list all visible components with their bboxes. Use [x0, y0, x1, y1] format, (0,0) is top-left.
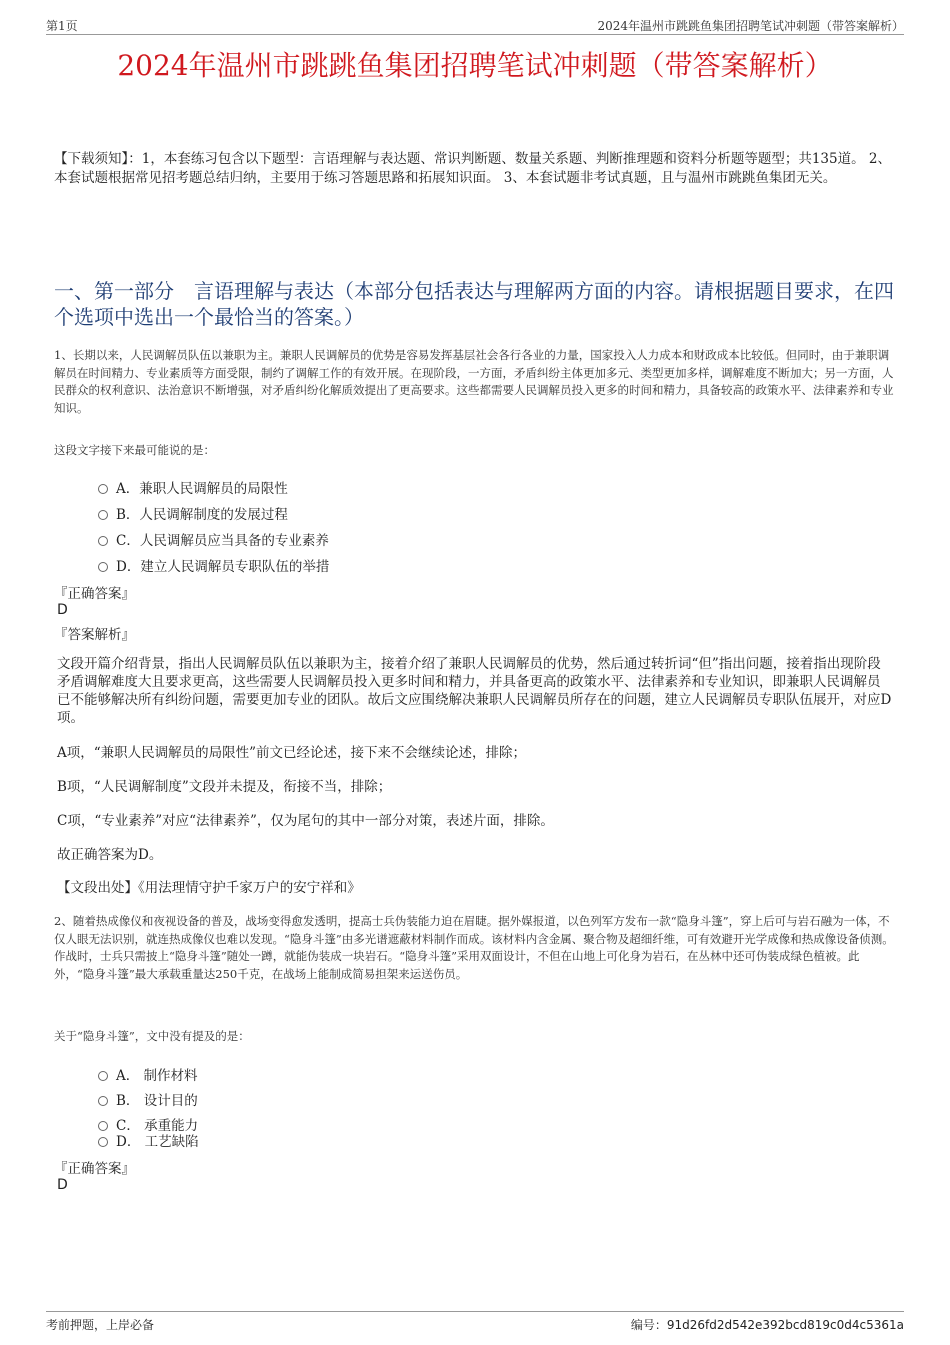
- question-1-prompt: 这段文字接下来最可能说的是：: [54, 443, 215, 457]
- q1-answer: D: [57, 602, 68, 618]
- q2-answer-label: 『正确答案』: [54, 1161, 135, 1177]
- header-doc-title: 2024年温州市跳跳鱼集团招聘笔试冲刺题（带答案解析）: [597, 19, 904, 33]
- q1-analysis: 文段开篇介绍背景，指出人民调解员队伍以兼职为主，接着介绍了兼职人民调解员的优势，然后通过转折词“但”指出问题，接着指出现阶段矛盾调解难度大且要求更高，这些需要人民调解员投入更多时间和精力，并具备更高的政策水平、法律素养和专业知识，即兼职人民调解员已不能够解决所有纠纷问题，需要更加专业的团队。故后文应围绕解决兼职人民调解员所存在的问题，建立人民调解员专职队伍展开，对应D项。: [57, 656, 892, 726]
- q1-note-b: B项，“人民调解制度”文段并未提及，衔接不当，排除；: [57, 779, 392, 795]
- document-code: 编号：91d26fd2d542e392bcd819c0d4c5361a: [630, 1318, 904, 1332]
- q1-source: 【文段出处】《用法理情守护千家万户的安宁祥和》: [57, 880, 361, 896]
- q2-option-a[interactable]: A． 制作材料: [98, 1064, 198, 1084]
- page-header: [46, 14, 904, 35]
- q2-option-d[interactable]: D． 工艺缺陷: [98, 1130, 199, 1150]
- question-2-prompt: 关于“隐身斗篷”，文中没有提及的是：: [54, 1029, 250, 1043]
- section-heading: 一、第一部分 言语理解与表达（本部分包括表达与理解两方面的内容。请根据题目要求，在四个选项中选出一个最恰当的答案。）: [54, 279, 894, 329]
- download-notice: 【下载须知】：1，本套练习包含以下题型：言语理解与表达题、常识判断题、数量关系题、判断推理题和资料分析题等题型；共135道。 2、本套试题根据常见招考题总结归纳，主要用于练习答题思路和拓展知识面。 3、本套试题非考试真题，且与温州市跳跳鱼集团无关。: [54, 151, 891, 186]
- q2-option-c[interactable]: C． 承重能力: [98, 1114, 198, 1134]
- q1-analysis-label: 『答案解析』: [54, 627, 135, 643]
- question-1-text: 1、长期以来，人民调解员队伍以兼职为主。兼职人民调解员的优势是容易发挥基层社会各行各业的力量，国家投入人力成本和财政成本比较低。但同时，由于兼职调解员在时间精力、专业素质等方面受限，制约了调解工作的有效开展。在现阶段，一方面，矛盾纠纷主体更加多元、类型更加多样，调解难度不断加大；另一方面，人民群众的权利意识、法治意识不断增强，对矛盾纠纷化解质效提出了更高要求。这些都需要人民调解员投入更多的时间和精力，具备较高的政策水平、法律素养和专业知识。: [54, 348, 894, 415]
- q1-note-c: C项，“专业素养”对应“法律素养”，仅为尾句的其中一部分对策，表述片面，排除。: [57, 813, 554, 829]
- radio-icon[interactable]: [98, 510, 108, 520]
- page-number: 第1页: [46, 19, 78, 33]
- q1-conclusion: 故正确答案为D。: [57, 847, 163, 863]
- q2-answer: D: [57, 1177, 68, 1193]
- q2-option-b[interactable]: B． 设计目的: [98, 1089, 198, 1109]
- radio-icon[interactable]: [98, 536, 108, 546]
- q1-option-c[interactable]: C．人民调解员应当具备的专业素养: [98, 529, 329, 549]
- document-title: 2024年温州市跳跳鱼集团招聘笔试冲刺题（带答案解析）: [117, 49, 833, 82]
- q1-option-b[interactable]: B．人民调解制度的发展过程: [98, 503, 288, 523]
- q1-note-a: A项，“兼职人民调解员的局限性”前文已经论述，接下来不会继续论述，排除；: [57, 745, 527, 761]
- question-2-text: 2、随着热成像仪和夜视设备的普及，战场变得愈发透明，提高士兵伪装能力迫在眉睫。据外媒报道，以色列军方发布一款“隐身斗篷”，穿上后可与岩石融为一体，不仅人眼无法识别，就连热成像仪也难以发现。“隐身斗篷”由多光谱遮蔽材料制作而成。该材料内含金属、聚合物及超细纤维，可有效避开光学成像和热成像设备侦测。作战时，士兵只需披上“隐身斗篷”随处一蹲，就能伪装成一块岩石。“隐身斗篷”采用双面设计，不但在山地上可化身为岩石，在丛林中还可伪装成绿色植被。此外，“隐身斗篷”最大承载重量达250千克，在战场上能制成简易担架来运送伤员。: [54, 914, 894, 981]
- radio-icon[interactable]: [98, 484, 108, 494]
- q1-option-d[interactable]: D．建立人民调解员专职队伍的举措: [98, 555, 329, 575]
- footer-slogan: 考前押题，上岸必备: [46, 1318, 155, 1332]
- radio-icon[interactable]: [98, 562, 108, 572]
- radio-icon[interactable]: [98, 1071, 108, 1081]
- page-footer: [46, 1311, 904, 1334]
- q1-answer-label: 『正确答案』: [54, 586, 135, 602]
- q1-option-a[interactable]: A．兼职人民调解员的局限性: [98, 477, 288, 497]
- radio-icon[interactable]: [98, 1137, 108, 1147]
- radio-icon[interactable]: [98, 1096, 108, 1106]
